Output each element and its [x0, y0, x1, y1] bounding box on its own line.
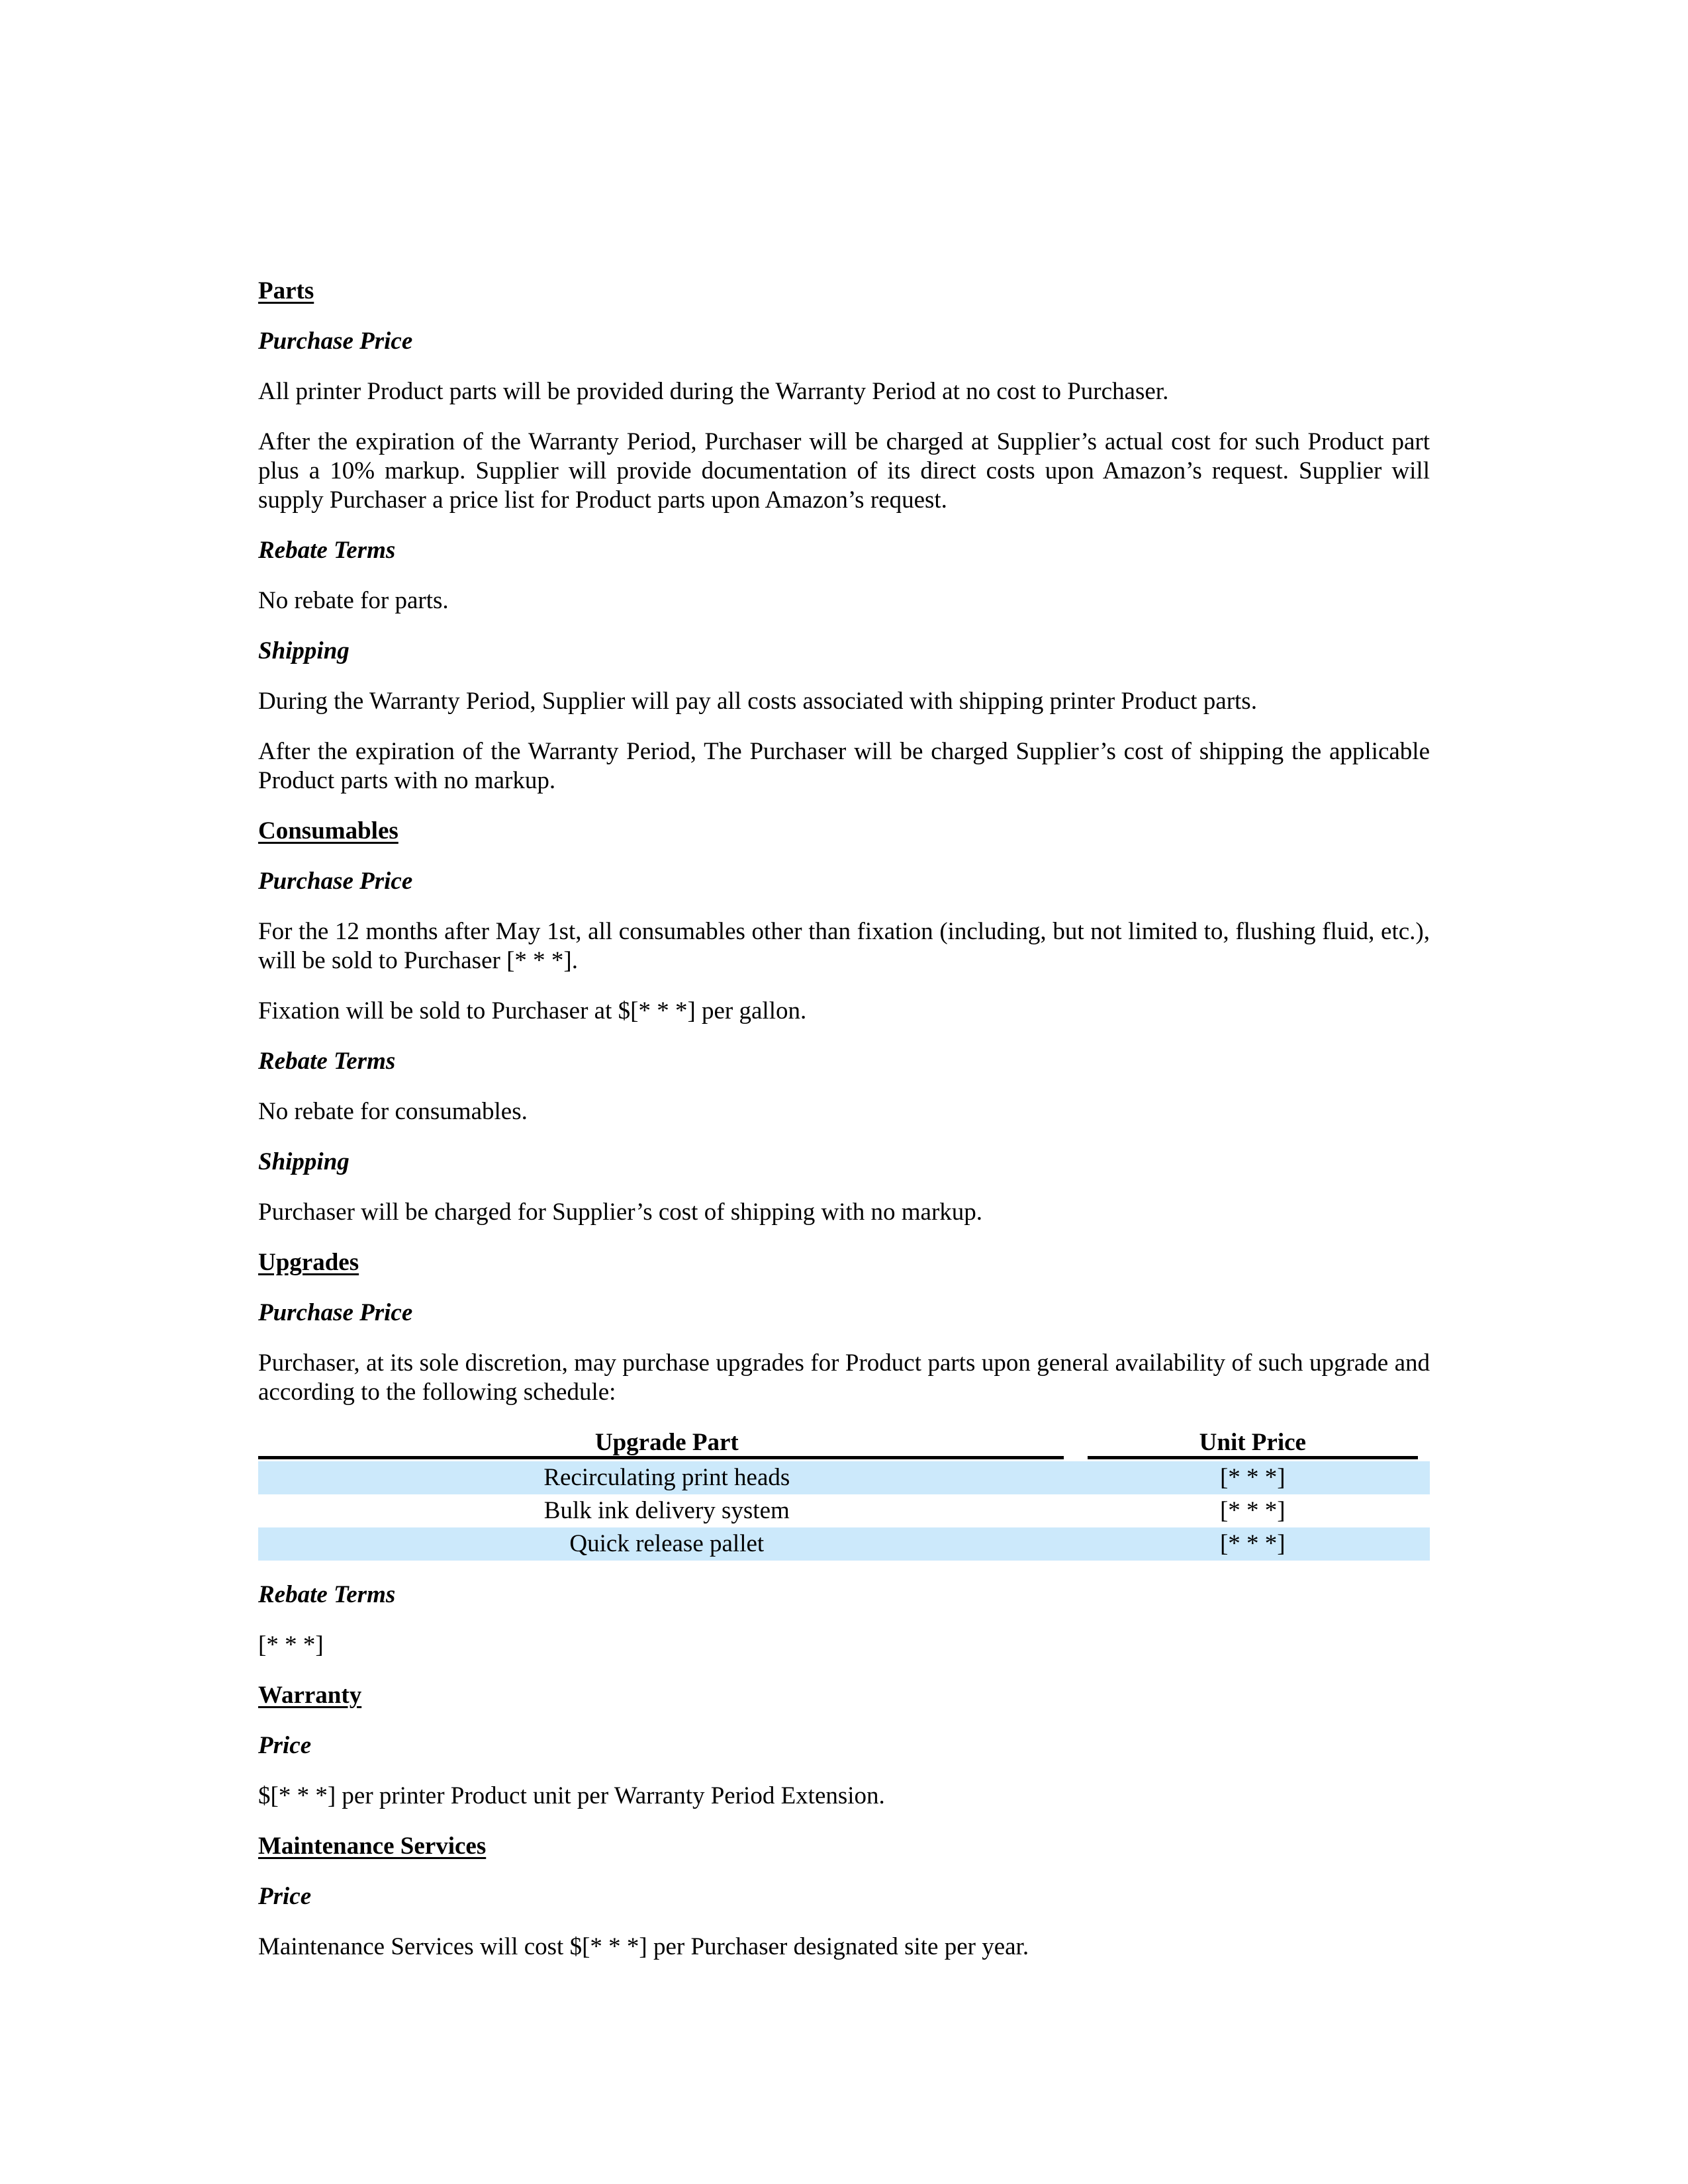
- table-row: [258, 1527, 1430, 1561]
- parts-purchase-price-paragraph-2: After the expiration of the Warranty Period, Purchaser will be charged at Supplier’s actual cost for such Product part plus a 10% markup. Supplier will provide documentation of its direct costs upon Amazon’s request. Supplier will supply Purchaser a price list for Product parts upon Amazon’s request.: [258, 428, 1430, 514]
- table-cell-unit-price: [* * *]: [1076, 1527, 1430, 1561]
- upgrades-rebate-paragraph: [* * *]: [258, 1631, 324, 1659]
- section-heading-upgrades: Upgrades: [258, 1249, 359, 1276]
- subheading-maintenance-price: Price: [258, 1883, 312, 1910]
- subheading-consumables-purchase-price: Purchase Price: [258, 868, 413, 895]
- subheading-parts-shipping: Shipping: [258, 637, 350, 664]
- maintenance-price-paragraph: Maintenance Services will cost $[* * *] per Purchaser designated site per year.: [258, 1933, 1029, 1960]
- subheading-upgrades-purchase-price: Purchase Price: [258, 1299, 413, 1326]
- table-cell-unit-price: [* * *]: [1076, 1457, 1430, 1494]
- upgrades-purchase-price-paragraph: Purchaser, at its sole discretion, may purchase upgrades for Product parts upon general availability of such upgrade and according to the following schedule:: [258, 1349, 1430, 1406]
- subheading-parts-purchase-price: Purchase Price: [258, 328, 413, 355]
- table-cell-upgrade-part: Recirculating print heads: [258, 1457, 1076, 1494]
- subheading-consumables-rebate-terms: Rebate Terms: [258, 1048, 396, 1075]
- parts-rebate-paragraph: No rebate for parts.: [258, 587, 449, 614]
- section-heading-warranty: Warranty: [258, 1682, 362, 1709]
- table-cell-upgrade-part: Bulk ink delivery system: [543, 1497, 790, 1524]
- consumables-shipping-paragraph: Purchaser will be charged for Supplier’s cost of shipping with no markup.: [258, 1199, 983, 1226]
- table-header-label: Upgrade Part: [594, 1429, 739, 1456]
- table-cell-upgrade-part: Quick release pallet: [258, 1527, 1076, 1561]
- warranty-price-paragraph: $[* * *] per printer Product unit per Warranty Period Extension.: [258, 1782, 885, 1809]
- parts-shipping-paragraph-2: After the expiration of the Warranty Period, The Purchaser will be charged Supplier’s cost of shipping the applicable Product parts with no markup.: [258, 738, 1430, 794]
- table-header-unit-price: [1076, 1428, 1430, 1457]
- table-header-row: [258, 1428, 1430, 1457]
- document-page: [258, 277, 1430, 1983]
- section-heading-parts: Parts: [258, 277, 314, 304]
- subheading-parts-rebate-terms: Rebate Terms: [258, 537, 396, 564]
- upgrade-schedule-table: [258, 1428, 1430, 1561]
- section-heading-maintenance-services: Maintenance Services: [258, 1833, 487, 1860]
- subheading-upgrades-rebate-terms: Rebate Terms: [258, 1581, 396, 1608]
- consumables-purchase-price-paragraph-1: For the 12 months after May 1st, all consumables other than fixation (including, but not limited to, flushing fluid, etc.), will be sold to Purchaser [* * *].: [258, 918, 1430, 974]
- table-header-label: Unit Price: [1199, 1429, 1306, 1456]
- table-row: [258, 1494, 1430, 1527]
- consumables-purchase-price-paragraph-2: Fixation will be sold to Purchaser at $[* * *] per gallon.: [258, 997, 807, 1024]
- table-cell-unit-price: [* * *]: [1219, 1497, 1286, 1524]
- parts-purchase-price-paragraph-1: All printer Product parts will be provided during the Warranty Period at no cost to Purchaser.: [258, 378, 1169, 405]
- table-row: [258, 1457, 1430, 1494]
- section-heading-consumables: Consumables: [258, 817, 399, 844]
- subheading-warranty-price: Price: [258, 1732, 312, 1759]
- header-underline: [1088, 1456, 1418, 1459]
- parts-shipping-paragraph-1: During the Warranty Period, Supplier will pay all costs associated with shipping printer Product parts.: [258, 688, 1257, 715]
- consumables-rebate-paragraph: No rebate for consumables.: [258, 1098, 528, 1125]
- table-header-upgrade-part: [258, 1428, 1076, 1457]
- header-underline: [258, 1456, 1064, 1459]
- subheading-consumables-shipping: Shipping: [258, 1148, 350, 1175]
